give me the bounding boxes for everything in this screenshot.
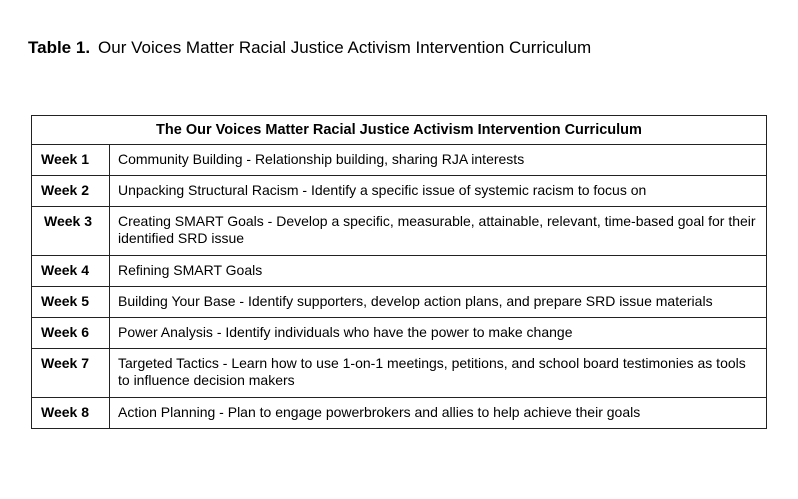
table-row bbox=[32, 318, 767, 349]
description-cell: Action Planning - Plan to engage powerbrokers and allies to help achieve their goals bbox=[110, 398, 767, 429]
week-cell: Week 4 bbox=[32, 256, 110, 287]
table-row bbox=[32, 176, 767, 207]
table-row bbox=[32, 145, 767, 176]
week-cell: Week 7 bbox=[32, 349, 110, 398]
description-cell: Unpacking Structural Racism - Identify a specific issue of systemic racism to focus on bbox=[110, 176, 767, 207]
table-row bbox=[32, 287, 767, 318]
table-header-row bbox=[32, 116, 767, 145]
week-cell: Week 3 bbox=[32, 207, 110, 256]
table-row bbox=[32, 207, 767, 256]
description-cell: Refining SMART Goals bbox=[110, 256, 767, 287]
table-row bbox=[32, 349, 767, 398]
table-row bbox=[32, 256, 767, 287]
table-caption-title: Our Voices Matter Racial Justice Activism Intervention Curriculum bbox=[98, 38, 592, 57]
table-caption-label: Table 1. bbox=[28, 38, 91, 57]
description-cell: Building Your Base - Identify supporters, develop action plans, and prepare SRD issue materials bbox=[110, 287, 767, 318]
table-header: The Our Voices Matter Racial Justice Activism Intervention Curriculum bbox=[32, 116, 767, 145]
week-cell: Week 5 bbox=[32, 287, 110, 318]
table-row bbox=[32, 398, 767, 429]
week-cell: Week 2 bbox=[32, 176, 110, 207]
description-cell: Community Building - Relationship building, sharing RJA interests bbox=[110, 145, 767, 176]
description-cell: Power Analysis - Identify individuals who have the power to make change bbox=[110, 318, 767, 349]
week-cell: Week 1 bbox=[32, 145, 110, 176]
week-cell: Week 8 bbox=[32, 398, 110, 429]
description-cell: Creating SMART Goals - Develop a specific, measurable, attainable, relevant, time-based goal for their identified SRD issue bbox=[110, 207, 767, 256]
table-caption bbox=[28, 38, 591, 58]
description-cell: Targeted Tactics - Learn how to use 1-on-1 meetings, petitions, and school board testimonies as tools to influence decision makers bbox=[110, 349, 767, 398]
curriculum-table bbox=[31, 115, 767, 429]
week-cell: Week 6 bbox=[32, 318, 110, 349]
